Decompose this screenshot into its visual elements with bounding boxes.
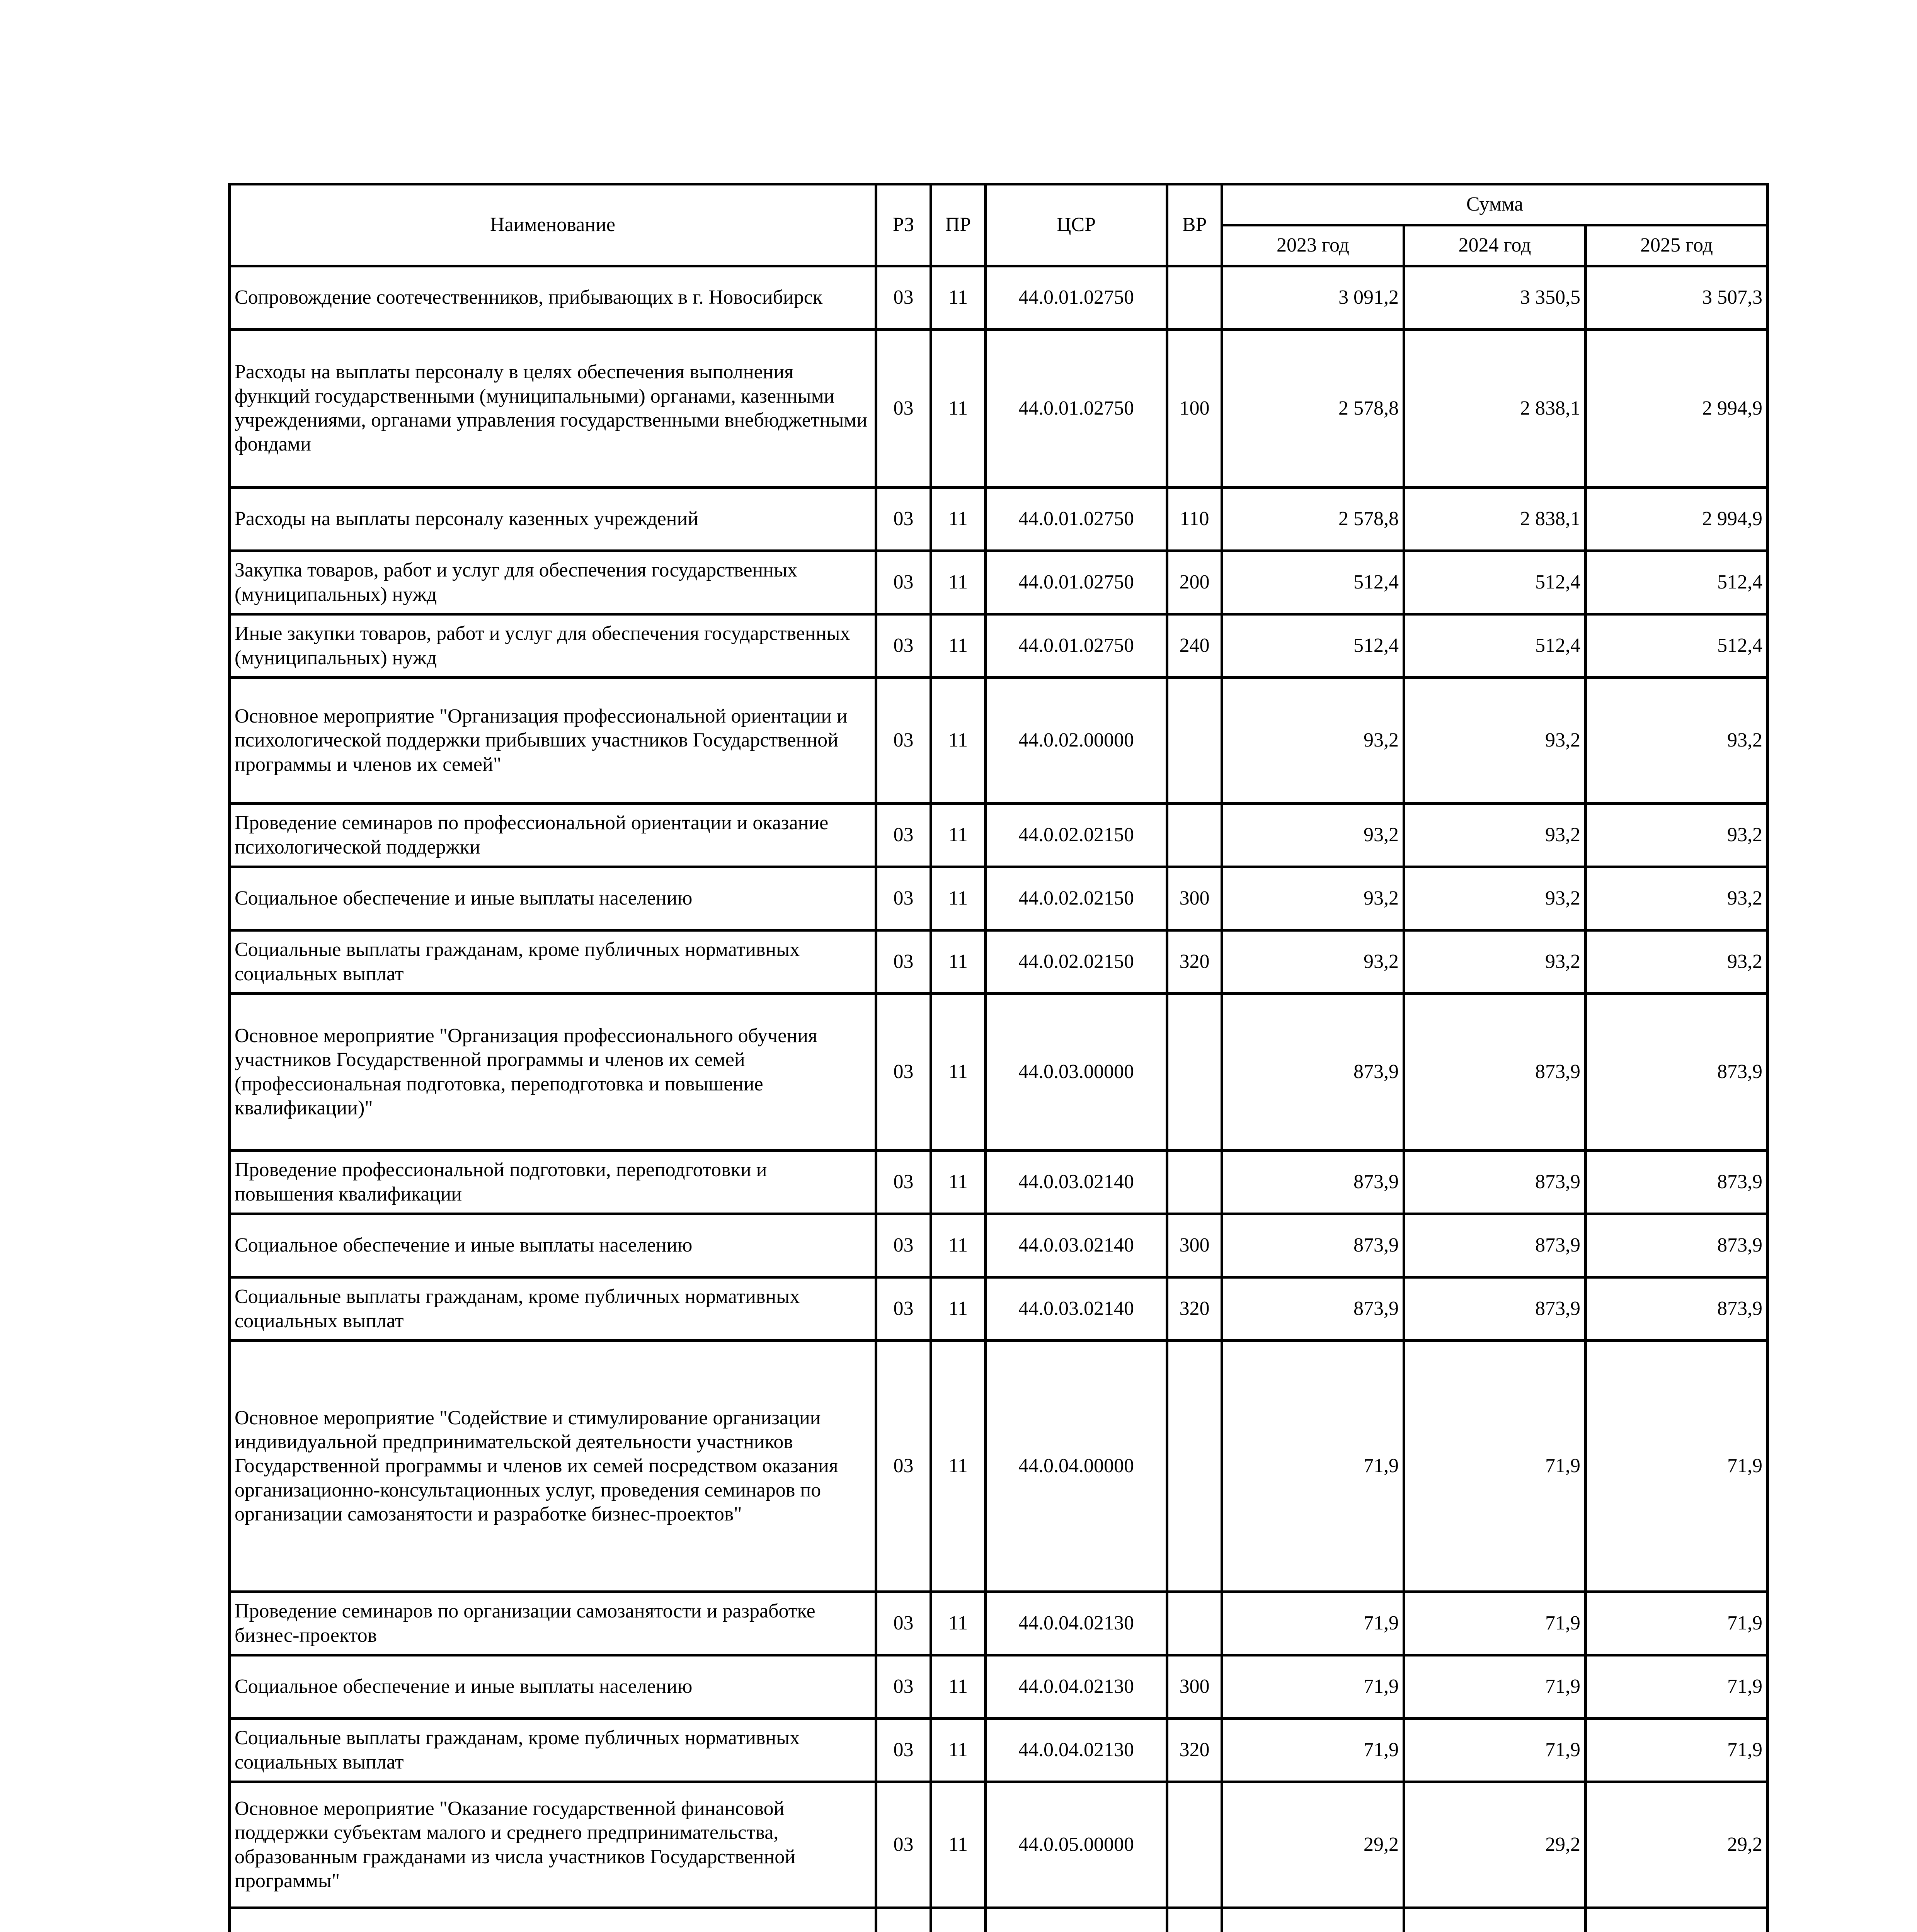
row-csr: 44.0.02.02150	[986, 930, 1167, 994]
table-row	[230, 1655, 1768, 1719]
row-csr: 44.0.05.00000	[986, 1782, 1167, 1908]
row-value-2023: 873,9	[1222, 994, 1404, 1151]
table-row	[230, 1908, 1768, 1932]
row-value-2025: 2 994,9	[1586, 330, 1768, 488]
row-name: Иные закупки товаров, работ и услуг для обеспечения государственных (муниципальных) нужд	[230, 614, 876, 678]
row-vr	[1167, 1782, 1222, 1908]
header-rz: РЗ	[876, 184, 931, 266]
row-vr: 200	[1167, 551, 1222, 614]
row-csr	[986, 1908, 1167, 1932]
row-value-2025: 71,9	[1586, 1719, 1768, 1782]
row-pr: 11	[931, 551, 986, 614]
row-value-2023: 93,2	[1222, 930, 1404, 994]
row-value-2025: 873,9	[1586, 994, 1768, 1151]
header-sum: Сумма	[1222, 184, 1768, 225]
row-name: Проведение профессиональной подготовки, переподготовки и повышения квалификации	[230, 1151, 876, 1214]
row-value-2025: 29,2	[1586, 1782, 1768, 1908]
row-value-2025: 93,2	[1586, 804, 1768, 867]
row-vr: 240	[1167, 614, 1222, 678]
header-pr: ПР	[931, 184, 986, 266]
row-rz: 03	[876, 867, 931, 930]
table-row	[230, 488, 1768, 551]
row-pr: 11	[931, 1214, 986, 1277]
row-value-2024	[1404, 1908, 1586, 1932]
row-vr: 300	[1167, 867, 1222, 930]
row-value-2024: 93,2	[1404, 930, 1586, 994]
row-csr: 44.0.03.00000	[986, 994, 1167, 1151]
row-value-2023: 71,9	[1222, 1719, 1404, 1782]
row-vr	[1167, 994, 1222, 1151]
table-body	[230, 266, 1768, 1932]
row-value-2025: 873,9	[1586, 1214, 1768, 1277]
row-rz: 03	[876, 1214, 931, 1277]
row-value-2024: 93,2	[1404, 678, 1586, 804]
row-csr: 44.0.04.02130	[986, 1592, 1167, 1655]
header-csr: ЦСР	[986, 184, 1167, 266]
row-vr	[1167, 1592, 1222, 1655]
row-rz: 03	[876, 1719, 931, 1782]
row-value-2024: 71,9	[1404, 1655, 1586, 1719]
row-value-2024: 29,2	[1404, 1782, 1586, 1908]
row-name: Расходы на выплаты персоналу казенных учреждений	[230, 488, 876, 551]
table-row	[230, 1782, 1768, 1908]
row-name: Проведение семинаров по профессиональной ориентации и оказание психологической поддержки	[230, 804, 876, 867]
row-name: Расходы на выплаты персоналу в целях обеспечения выполнения функций государственными (муниципальными) органами, казенными учреждениями, органами управления государственными внебюджетными фондами	[230, 330, 876, 488]
row-vr: 320	[1167, 1719, 1222, 1782]
row-pr: 11	[931, 1341, 986, 1592]
row-value-2024: 93,2	[1404, 804, 1586, 867]
row-name: Социальное обеспечение и иные выплаты населению	[230, 867, 876, 930]
row-pr: 11	[931, 266, 986, 330]
row-pr: 11	[931, 678, 986, 804]
row-rz: 03	[876, 551, 931, 614]
row-csr: 44.0.02.02150	[986, 867, 1167, 930]
row-value-2023: 2 578,8	[1222, 330, 1404, 488]
row-value-2025: 93,2	[1586, 678, 1768, 804]
row-vr: 100	[1167, 330, 1222, 488]
row-name: Социальное обеспечение и иные выплаты населению	[230, 1214, 876, 1277]
row-value-2025: 873,9	[1586, 1277, 1768, 1341]
row-pr: 11	[931, 804, 986, 867]
row-pr: 11	[931, 930, 986, 994]
row-pr: 11	[931, 1592, 986, 1655]
row-rz: 03	[876, 1341, 931, 1592]
row-value-2024: 512,4	[1404, 551, 1586, 614]
table-row	[230, 551, 1768, 614]
row-name: Основное мероприятие "Организация профессиональной ориентации и психологической поддержки прибывших участников Государственной программы и членов их семей"	[230, 678, 876, 804]
row-value-2024: 71,9	[1404, 1592, 1586, 1655]
row-value-2025	[1586, 1908, 1768, 1932]
row-value-2025: 93,2	[1586, 930, 1768, 994]
row-value-2024: 512,4	[1404, 614, 1586, 678]
row-rz: 03	[876, 804, 931, 867]
row-value-2025: 512,4	[1586, 551, 1768, 614]
row-value-2024: 873,9	[1404, 1277, 1586, 1341]
row-csr: 44.0.04.02130	[986, 1719, 1167, 1782]
row-rz: 03	[876, 1277, 931, 1341]
table-row	[230, 930, 1768, 994]
row-csr: 44.0.03.02140	[986, 1151, 1167, 1214]
row-rz: 03	[876, 1782, 931, 1908]
row-pr: 11	[931, 614, 986, 678]
row-vr	[1167, 804, 1222, 867]
row-pr: 11	[931, 1151, 986, 1214]
header-vr: ВР	[1167, 184, 1222, 266]
row-name: Социальные выплаты гражданам, кроме публичных нормативных социальных выплат	[230, 930, 876, 994]
row-vr: 320	[1167, 1277, 1222, 1341]
row-value-2023: 873,9	[1222, 1214, 1404, 1277]
row-vr: 300	[1167, 1655, 1222, 1719]
row-value-2024: 3 350,5	[1404, 266, 1586, 330]
row-csr: 44.0.01.02750	[986, 551, 1167, 614]
row-csr: 44.0.03.02140	[986, 1214, 1167, 1277]
row-pr: 11	[931, 994, 986, 1151]
row-rz: 03	[876, 1151, 931, 1214]
budget-table	[228, 183, 1769, 1932]
row-pr: 11	[931, 1782, 986, 1908]
table-row	[230, 1151, 1768, 1214]
row-value-2023: 71,9	[1222, 1655, 1404, 1719]
row-vr: 320	[1167, 930, 1222, 994]
row-value-2023: 93,2	[1222, 804, 1404, 867]
row-value-2023: 3 091,2	[1222, 266, 1404, 330]
row-pr: 11	[931, 867, 986, 930]
row-rz: 03	[876, 1655, 931, 1719]
table-row	[230, 1277, 1768, 1341]
row-rz: 03	[876, 614, 931, 678]
row-vr	[1167, 1908, 1222, 1932]
row-name: Социальные выплаты гражданам, кроме публичных нормативных социальных выплат	[230, 1719, 876, 1782]
row-rz: 03	[876, 994, 931, 1151]
row-name: Социальные выплаты гражданам, кроме публичных нормативных социальных выплат	[230, 1277, 876, 1341]
row-value-2024: 873,9	[1404, 1214, 1586, 1277]
row-csr: 44.0.01.02750	[986, 488, 1167, 551]
row-pr: 11	[931, 1719, 986, 1782]
row-value-2023	[1222, 1908, 1404, 1932]
row-rz: 03	[876, 488, 931, 551]
row-pr: 11	[931, 330, 986, 488]
row-vr	[1167, 1341, 1222, 1592]
row-value-2023: 512,4	[1222, 551, 1404, 614]
row-value-2025: 3 507,3	[1586, 266, 1768, 330]
row-rz: 03	[876, 930, 931, 994]
row-vr	[1167, 678, 1222, 804]
row-pr: 11	[931, 1277, 986, 1341]
row-value-2023: 93,2	[1222, 867, 1404, 930]
row-value-2025: 873,9	[1586, 1151, 1768, 1214]
row-rz: 03	[876, 1592, 931, 1655]
table-row	[230, 1214, 1768, 1277]
table-row	[230, 678, 1768, 804]
row-value-2023: 71,9	[1222, 1341, 1404, 1592]
row-name: Основное мероприятие "Оказание государственной финансовой поддержки субъектам малого и среднего предпринимательства, образованным гражданами из числа участников Государственной программы"	[230, 1782, 876, 1908]
row-csr: 44.0.02.00000	[986, 678, 1167, 804]
header-year-2025: 2025 год	[1586, 225, 1768, 266]
row-value-2024: 71,9	[1404, 1341, 1586, 1592]
row-csr: 44.0.04.00000	[986, 1341, 1167, 1592]
row-name: Социальное обеспечение и иные выплаты населению	[230, 1655, 876, 1719]
row-pr	[931, 1908, 986, 1932]
row-name: Закупка товаров, работ и услуг для обеспечения государственных (муниципальных) нужд	[230, 551, 876, 614]
row-vr: 300	[1167, 1214, 1222, 1277]
row-value-2025: 512,4	[1586, 614, 1768, 678]
row-value-2025: 71,9	[1586, 1655, 1768, 1719]
table-row	[230, 1341, 1768, 1592]
row-name: Основное мероприятие "Организация профессионального обучения участников Государственной программы и членов их семей (профессиональная подготовка, переподготовка и повышение квалификации)"	[230, 994, 876, 1151]
header-name: Наименование	[230, 184, 876, 266]
row-csr: 44.0.01.02750	[986, 614, 1167, 678]
row-value-2023: 29,2	[1222, 1782, 1404, 1908]
row-value-2023: 2 578,8	[1222, 488, 1404, 551]
row-value-2024: 873,9	[1404, 994, 1586, 1151]
row-value-2024: 873,9	[1404, 1151, 1586, 1214]
row-vr	[1167, 1151, 1222, 1214]
table-row	[230, 867, 1768, 930]
row-value-2023: 873,9	[1222, 1277, 1404, 1341]
table-row	[230, 266, 1768, 330]
row-name: Сопровождение соотечественников, прибывающих в г. Новосибирск	[230, 266, 876, 330]
row-value-2024: 93,2	[1404, 867, 1586, 930]
row-value-2023: 93,2	[1222, 678, 1404, 804]
row-csr: 44.0.03.02140	[986, 1277, 1167, 1341]
row-rz: 03	[876, 678, 931, 804]
row-rz	[876, 1908, 931, 1932]
table-row	[230, 330, 1768, 488]
row-value-2023: 512,4	[1222, 614, 1404, 678]
row-value-2024: 71,9	[1404, 1719, 1586, 1782]
table-row	[230, 1592, 1768, 1655]
table-row	[230, 1719, 1768, 1782]
row-value-2023: 873,9	[1222, 1151, 1404, 1214]
row-name	[230, 1908, 876, 1932]
row-value-2024: 2 838,1	[1404, 330, 1586, 488]
table-row	[230, 994, 1768, 1151]
row-vr	[1167, 266, 1222, 330]
row-rz: 03	[876, 330, 931, 488]
row-value-2025: 71,9	[1586, 1592, 1768, 1655]
row-csr: 44.0.02.02150	[986, 804, 1167, 867]
row-pr: 11	[931, 1655, 986, 1719]
row-value-2025: 71,9	[1586, 1341, 1768, 1592]
row-csr: 44.0.01.02750	[986, 266, 1167, 330]
header-year-2024: 2024 год	[1404, 225, 1586, 266]
row-pr: 11	[931, 488, 986, 551]
row-csr: 44.0.01.02750	[986, 330, 1167, 488]
header-year-2023: 2023 год	[1222, 225, 1404, 266]
table-row	[230, 614, 1768, 678]
row-value-2024: 2 838,1	[1404, 488, 1586, 551]
table-row	[230, 804, 1768, 867]
row-value-2023: 71,9	[1222, 1592, 1404, 1655]
row-vr: 110	[1167, 488, 1222, 551]
row-name: Проведение семинаров по организации самозанятости и разработке бизнес-проектов	[230, 1592, 876, 1655]
row-csr: 44.0.04.02130	[986, 1655, 1167, 1719]
row-rz: 03	[876, 266, 931, 330]
row-name: Основное мероприятие "Содействие и стимулирование организации индивидуальной предпринимательской деятельности участников Государственной программы и членов их семей посредством оказания организационно-консультационных услуг, проведения семинаров по организации самозанятости и разработке бизнес-проектов"	[230, 1341, 876, 1592]
row-value-2025: 2 994,9	[1586, 488, 1768, 551]
row-value-2025: 93,2	[1586, 867, 1768, 930]
